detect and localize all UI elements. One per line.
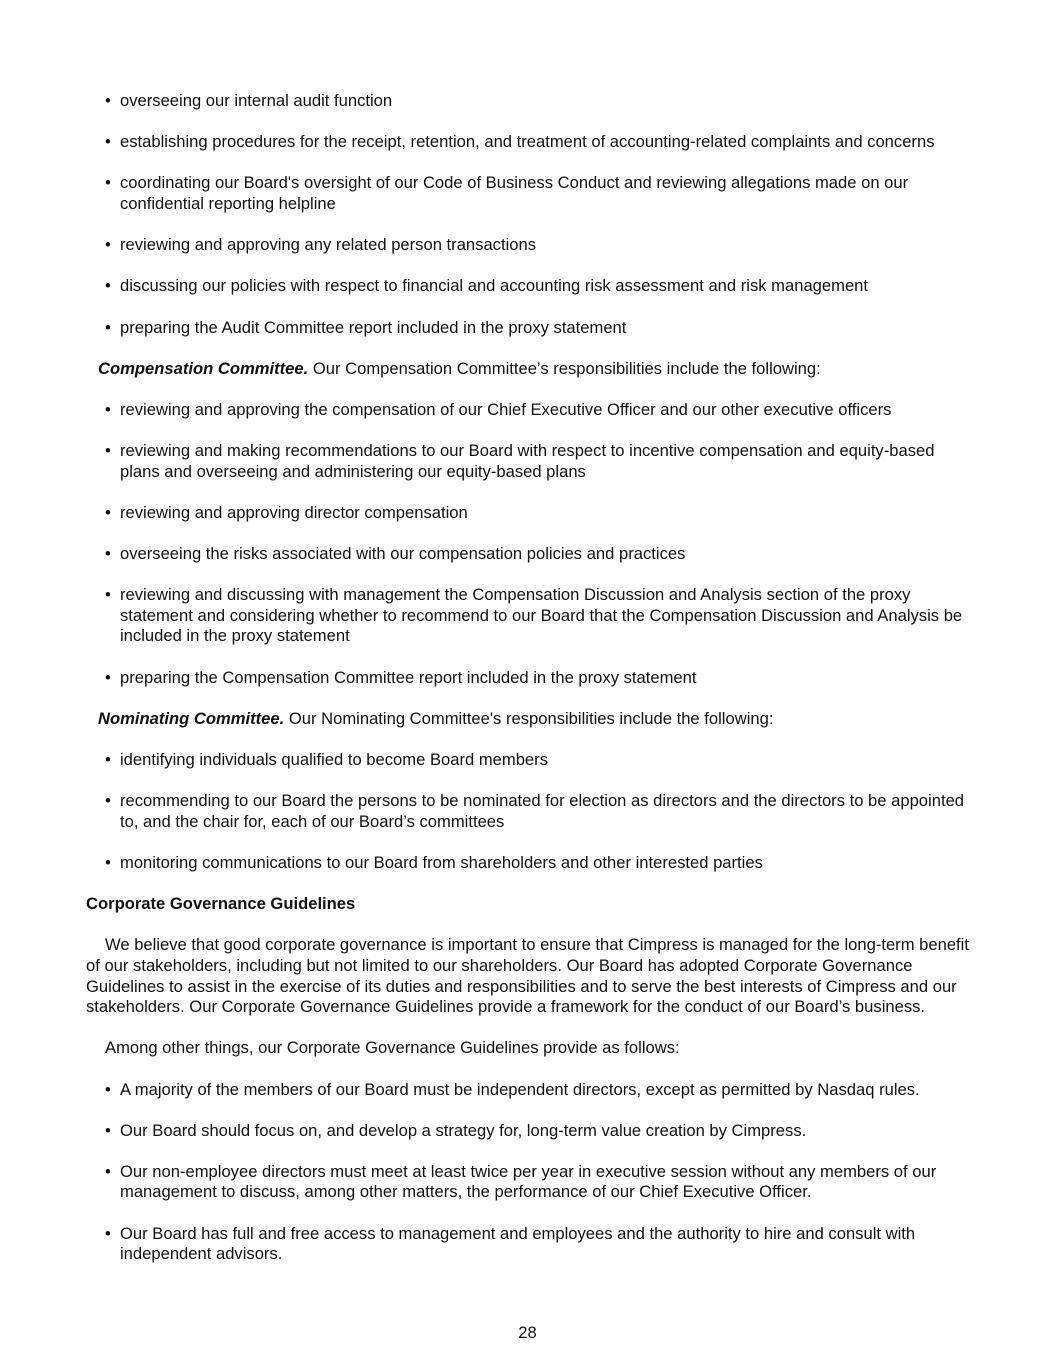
bullet-item: [86, 1121, 971, 1142]
committee-title: Nominating Committee.: [98, 708, 285, 728]
bullet-text: preparing the Compensation Committee report included in the proxy statement: [120, 667, 697, 687]
bullet-item: [86, 1224, 971, 1265]
bullet-icon: •: [105, 852, 111, 872]
bullet-icon: •: [105, 173, 111, 193]
bullet-text: overseeing the risks associated with our compensation policies and practices: [120, 544, 686, 564]
bullet-text: identifying individuals qualified to become Board members: [120, 750, 548, 769]
bullet-icon: •: [105, 1223, 111, 1243]
bullet-text: overseeing our internal audit function: [120, 91, 393, 110]
bullet-text: Our Board should focus on, and develop a strategy for, long-term value creation by Cimpress.: [120, 1120, 807, 1140]
bullet-text: preparing the Audit Committee report included in the proxy statement: [120, 317, 627, 337]
bullet-item: [86, 441, 971, 482]
bullet-icon: •: [105, 91, 111, 110]
page-number: 28: [518, 1323, 537, 1342]
bullet-text: reviewing and making recommendations to our Board with respect to incentive compensation and equity-based plans and overseeing and administering our equity-based plans: [120, 441, 935, 481]
paragraph: We believe that good corporate governance is important to ensure that Cimpress is managed for the long-term benefit of our stakeholders, including but not limited to our shareholders. Our Board has adopted Corporate Governance Guidelines to assist in the exercise of its duties and responsibilities and to serve the best interests of Cimpress and our stakeholders. Our Corporate Governance Guidelines provide a framework for the conduct of our Board’s business.: [86, 935, 969, 1017]
section-heading: Corporate Governance Guidelines: [86, 894, 356, 914]
bullet-item: [86, 1080, 971, 1101]
bullet-text: reviewing and discussing with management the Compensation Discussion and Analysis section of the proxy statement and considering whether to recommend to our Board that the Compensation Discussion and Analysis be included in the proxy statement: [120, 585, 963, 646]
bullet-item: [86, 132, 971, 153]
bullet-item: [86, 400, 971, 421]
bullet-icon: •: [105, 235, 111, 255]
committee-intro: [86, 359, 971, 380]
bullet-item: [86, 791, 971, 832]
bullet-item: [86, 668, 971, 689]
bullet-icon: •: [105, 276, 111, 296]
bullet-icon: •: [105, 441, 111, 461]
bullet-item: [86, 544, 971, 565]
bullet-item: [86, 585, 971, 647]
bullet-item: [86, 173, 971, 214]
bullet-icon: •: [105, 791, 111, 811]
bullet-item: [86, 91, 971, 112]
bullet-text: discussing our policies with respect to financial and accounting risk assessment and risk management: [120, 276, 869, 296]
bullet-item: [86, 318, 971, 339]
bullet-icon: •: [105, 544, 111, 564]
bullet-icon: •: [105, 317, 111, 337]
bullet-text: establishing procedures for the receipt, retention, and treatment of accounting-related complaints and concerns: [120, 132, 935, 152]
bullet-icon: •: [105, 750, 111, 769]
bullet-item: [86, 503, 971, 524]
committee-intro-text: Our Nominating Committee's responsibilities include the following:: [284, 708, 774, 728]
bullet-item: [86, 276, 971, 297]
bullet-icon: •: [105, 1120, 111, 1140]
document-body: [86, 91, 971, 1285]
bullet-item: [86, 235, 971, 256]
committee-intro-text: Our Compensation Committee’s responsibilities include the following:: [308, 358, 821, 378]
bullet-icon: •: [105, 502, 111, 522]
bullet-text: coordinating our Board's oversight of our Code of Business Conduct and reviewing allegations made on our confidential reporting helpline: [120, 173, 909, 213]
bullet-text: Our non-employee directors must meet at least twice per year in executive session without any members of our management to discuss, among other matters, the performance of our Chief Executive Officer.: [120, 1161, 937, 1202]
bullet-icon: •: [105, 1079, 111, 1099]
bullet-text: reviewing and approving director compensation: [120, 502, 468, 522]
bullet-text: Our Board has full and free access to management and employees and the authority to hire and consult with independent advisors.: [120, 1223, 916, 1264]
committee-title: Compensation Committee.: [98, 358, 309, 378]
committee-intro: [86, 709, 971, 730]
bullet-icon: •: [105, 667, 111, 687]
bullet-icon: •: [105, 585, 111, 605]
bullet-icon: •: [105, 1161, 111, 1181]
bullet-item: [86, 750, 971, 771]
paragraph: Among other things, our Corporate Governance Guidelines provide as follows:: [105, 1038, 680, 1058]
bullet-text: monitoring communications to our Board from shareholders and other interested parties: [120, 852, 763, 872]
bullet-text: recommending to our Board the persons to be nominated for election as directors and the directors to be appointed to, and the chair for, each of our Board’s committees: [120, 791, 965, 831]
bullet-item: [86, 1162, 971, 1203]
bullet-item: [86, 853, 971, 874]
bullet-text: A majority of the members of our Board must be independent directors, except as permitted by Nasdaq rules.: [120, 1079, 920, 1099]
bullet-text: reviewing and approving the compensation of our Chief Executive Officer and our other executive officers: [120, 399, 892, 419]
bullet-icon: •: [105, 399, 111, 419]
bullet-icon: •: [105, 132, 111, 152]
bullet-text: reviewing and approving any related person transactions: [120, 235, 537, 255]
